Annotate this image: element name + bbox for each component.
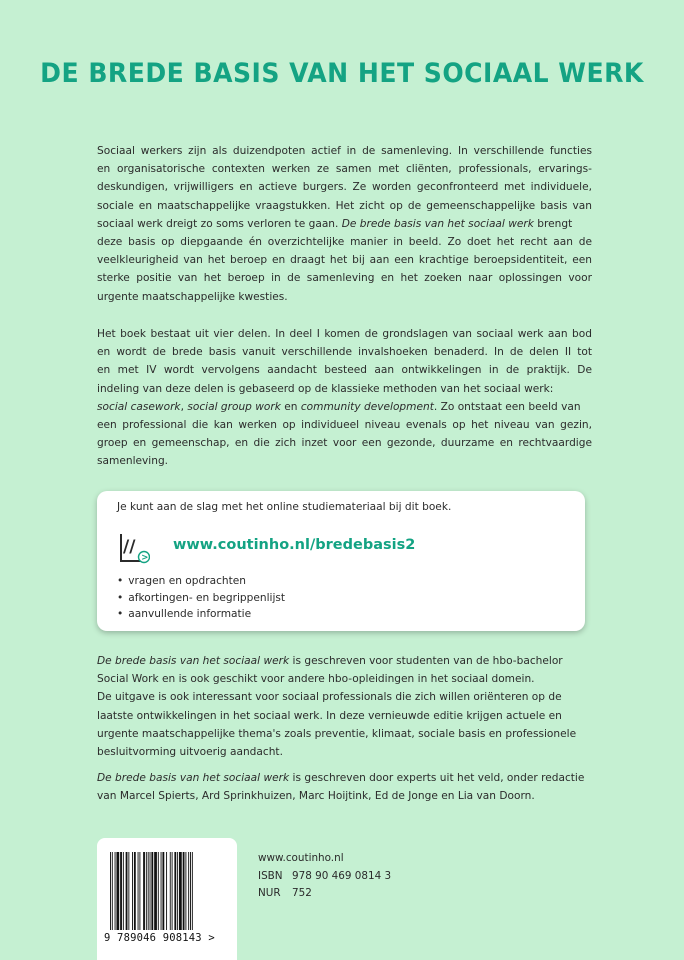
barcode-bar (188, 852, 189, 930)
barcode-bar (110, 852, 111, 930)
barcode-bar (151, 852, 153, 930)
barcode-bar (183, 852, 185, 930)
text-line: een professional die kan werken op individueel niveau evenals op het niveau van gezin, (97, 419, 592, 432)
text-line: samenleving. (97, 455, 169, 468)
text-line: sociale en maatschappelijke vraagstukken. Het zicht op de gemeenschappelijke basis van (97, 199, 592, 212)
barcode-bar (166, 852, 167, 930)
barcode-bar (161, 852, 162, 930)
text-line: en organisatorische contexten werken ze samen met cliënten, professionals, ervarings- (97, 163, 592, 176)
book-title-italic: De brede basis van het sociaal werk (97, 655, 290, 667)
text-line: Het boek bestaat uit vier delen. In deel I komen de grondslagen van sociaal werk aan bod (97, 328, 592, 340)
text-line: deze basis op diepgaande én overzichtelijke manier in beeld. Zo doet het recht aan de (97, 236, 592, 249)
text-line: sterke positie van het beroep in de samenleving en het zoeken naar oplossingen voor (97, 272, 592, 285)
list-item: • aanvullende informatie (117, 606, 285, 623)
barcode-bar (158, 852, 159, 930)
text-run: , (180, 400, 188, 413)
barcode-bar (116, 852, 119, 930)
barcode-bar (154, 852, 157, 930)
publisher-website: www.coutinho.nl (258, 852, 344, 864)
barcode-bar (192, 852, 193, 930)
method-italic: community development (300, 400, 434, 413)
barcode-bar (185, 852, 186, 930)
text-line (97, 769, 592, 787)
barcode-image (110, 852, 224, 930)
list-item: • afkortingen- en begrippenlijst (117, 590, 285, 607)
online-material-icon (118, 532, 150, 564)
text-line: De uitgave is ook interessant voor sociaal professionals die zich willen oriënteren op de (97, 691, 562, 704)
barcode-bar (120, 852, 122, 930)
book-title-italic: De brede basis van het sociaal werk (341, 217, 534, 230)
barcode-bar (123, 852, 124, 930)
barcode-bar (190, 852, 191, 930)
text-run: sociaal werk dreigt zo soms verloren te gaan. (97, 217, 342, 230)
text-run: en (280, 400, 301, 413)
text-line: Sociaal werkers zijn als duizendpoten actief in de samenleving. In verschillende functies (97, 145, 592, 157)
barcode-bar (139, 852, 140, 930)
book-title-italic: De brede basis van het sociaal werk (97, 772, 290, 784)
text-line (97, 398, 592, 416)
barcode-bar (170, 852, 171, 930)
isbn-value: 978 90 469 0814 3 (292, 869, 392, 882)
method-italic: social casework (97, 400, 181, 413)
barcode-bar (128, 852, 129, 930)
barcode-bar (150, 852, 151, 930)
text-line: van Marcel Spierts, Ard Sprinkhuizen, Marc Hoijtink, Ed de Jonge en Lia van Doorn. (97, 790, 535, 803)
authors-paragraph (97, 769, 592, 805)
nur-label: NUR (258, 887, 281, 899)
text-line: deskundigen, vrijwilligers en actieve burgers. Ze worden geconfronteerd met individuele, (97, 181, 592, 194)
isbn-label: ISBN (258, 869, 283, 882)
text-line: besluitvorming uitvoerig aandacht. (97, 746, 283, 759)
barcode-bar (115, 852, 116, 930)
barcode-bar (172, 852, 173, 930)
text-line: veelkleurigheid van het beroep en draagt het bij aan een krachtige beroepsidentiteit, een (97, 254, 592, 267)
text-line: groep en gemeenschap, en die zich inzet voor een gezonde, duurzame en rechtvaardige (97, 437, 592, 450)
online-intro-text: Je kunt aan de slag met het online studiemateriaal bij dit boek. (117, 501, 452, 513)
intro-paragraph (97, 142, 592, 306)
barcode-bar (179, 852, 182, 930)
online-feature-list (117, 573, 285, 623)
text-line: indeling van deze delen is gebaseerd op de klassieke methoden van het sociaal werk: (97, 382, 554, 395)
barcode-bar (146, 852, 147, 930)
barcode-panel (97, 838, 237, 960)
nur-line (258, 885, 391, 903)
text-run: brengt (533, 217, 573, 230)
isbn-line (258, 868, 391, 886)
barcode-bar (177, 852, 178, 930)
text-line: en met IV wordt vervolgens aandacht besteed aan ontwikkelingen in de praktijk. De (97, 364, 592, 377)
publisher-info (258, 850, 391, 903)
text-run: is geschreven voor studenten van de hbo-bachelor (289, 655, 563, 667)
method-italic: social group work (187, 400, 281, 413)
text-line: urgente maatschappelijke thema's zoals preventie, klimaat, sociale basis en professionele (97, 727, 577, 740)
book-title: DE BREDE BASIS VAN HET SOCIAAL WERK (40, 58, 644, 89)
audience-paragraph (97, 652, 592, 761)
text-line (97, 652, 592, 670)
barcode-bar (132, 852, 133, 930)
barcode-bar (126, 852, 128, 930)
logo-arrow: > (141, 553, 149, 564)
nur-value: 752 (292, 887, 312, 899)
barcode-bar (138, 852, 139, 930)
text-line: laatste ontwikkelingen in het sociaal werk. In deze vernieuwde editie krijgen actuele en (97, 709, 562, 722)
text-line: en wordt de brede basis vanuit verschillende invalshoeken benaderd. In de delen II tot (97, 346, 592, 359)
logo-slashes: // (123, 537, 136, 557)
barcode-digits: 9 789046 908143 > (104, 932, 215, 944)
list-item: • vragen en opdrachten (117, 573, 285, 590)
barcode-bar (134, 852, 136, 930)
structure-paragraph (97, 325, 592, 471)
online-url-link[interactable]: www.coutinho.nl/bredebasis2 (173, 537, 416, 553)
text-run: . Zo ontstaat een beeld van (433, 400, 581, 413)
barcode-bar (148, 852, 149, 930)
text-line: Social Work en is ook geschikt voor andere hbo-opleidingen in het sociaal domein. (97, 673, 535, 686)
barcode-bar (162, 852, 164, 930)
barcode-bar (143, 852, 145, 930)
text-line (97, 215, 592, 233)
text-line: urgente maatschappelijke kwesties. (97, 290, 288, 303)
online-material-box (97, 491, 585, 631)
barcode-bar (112, 852, 113, 930)
text-run: is geschreven door experts uit het veld, onder redactie (289, 772, 585, 784)
barcode-bar (174, 852, 176, 930)
